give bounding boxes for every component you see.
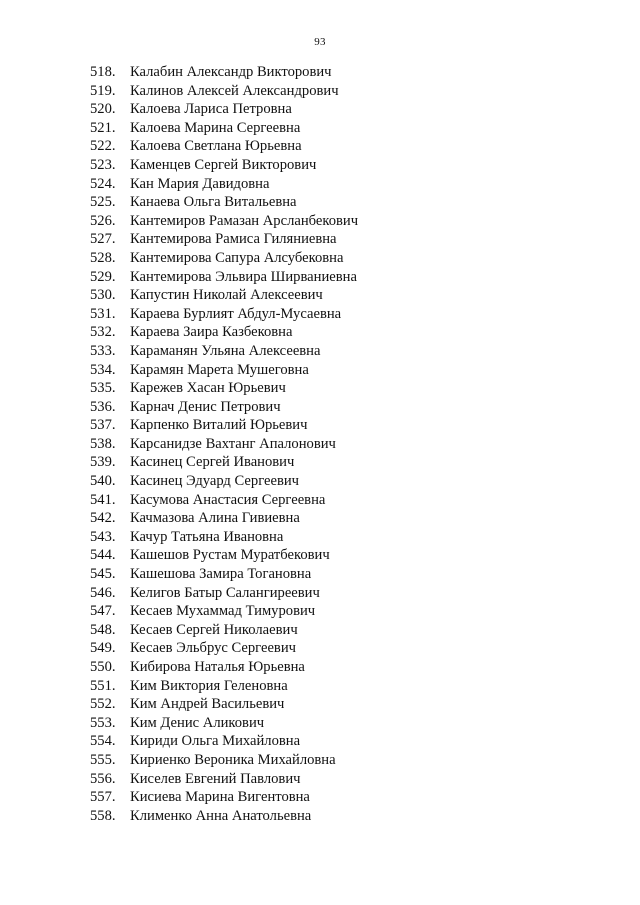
entry-number: 526. xyxy=(90,212,116,229)
entry-number: 535. xyxy=(90,380,116,397)
entry-number: 552. xyxy=(90,696,116,713)
entry-number: 523. xyxy=(90,156,116,173)
list-item xyxy=(0,119,640,138)
entry-number: 521. xyxy=(90,119,116,136)
entry-number: 548. xyxy=(90,621,116,638)
entry-number: 555. xyxy=(90,751,116,768)
entry-number: 558. xyxy=(90,807,116,824)
list-item xyxy=(0,361,640,380)
list-item xyxy=(0,528,640,547)
entry-full-name: Клименко Анна Анатольевна xyxy=(130,807,312,824)
entry-full-name: Карежев Хасан Юрьевич xyxy=(130,380,286,397)
entry-full-name: Карамян Марета Мушеговна xyxy=(130,361,309,378)
entry-number: 533. xyxy=(90,342,116,359)
list-item xyxy=(0,788,640,807)
entry-full-name: Касинец Эдуард Сергеевич xyxy=(130,473,299,490)
list-item xyxy=(0,770,640,789)
list-item xyxy=(0,82,640,101)
entry-full-name: Кесаев Сергей Николаевич xyxy=(130,621,298,638)
entry-number: 522. xyxy=(90,138,116,155)
entry-number: 524. xyxy=(90,175,116,192)
entry-full-name: Кесаев Эльбрус Сергеевич xyxy=(130,640,296,657)
entry-number: 551. xyxy=(90,677,116,694)
list-item xyxy=(0,230,640,249)
entry-full-name: Каменцев Сергей Викторович xyxy=(130,156,317,173)
entry-full-name: Калоева Марина Сергеевна xyxy=(130,119,301,136)
list-item xyxy=(0,602,640,621)
entry-number: 543. xyxy=(90,528,116,545)
list-item xyxy=(0,286,640,305)
entry-number: 534. xyxy=(90,361,116,378)
entry-number: 537. xyxy=(90,417,116,434)
entry-number: 545. xyxy=(90,566,116,583)
entry-number: 550. xyxy=(90,659,116,675)
entry-number: 554. xyxy=(90,733,116,750)
entry-number: 519. xyxy=(90,82,116,99)
entry-full-name: Карпенко Виталий Юрьевич xyxy=(130,417,308,434)
entry-number: 544. xyxy=(90,547,116,564)
list-item xyxy=(0,137,640,156)
entry-full-name: Капустин Николай Алексеевич xyxy=(130,287,323,304)
entry-full-name: Калабин Александр Викторович xyxy=(130,64,332,80)
entry-number: 549. xyxy=(90,640,116,657)
list-item xyxy=(0,621,640,640)
list-item xyxy=(0,491,640,510)
entry-full-name: Карнач Денис Петрович xyxy=(130,398,281,415)
entry-full-name: Кан Мария Давидовна xyxy=(130,175,270,192)
list-item xyxy=(0,212,640,231)
list-item xyxy=(0,156,640,175)
entry-full-name: Ким Денис Аликович xyxy=(130,714,265,731)
entry-number: 531. xyxy=(90,305,116,322)
entry-full-name: Караева Бурлият Абдул-Мусаевна xyxy=(130,305,342,322)
entry-number: 530. xyxy=(90,287,116,304)
page-number: 93 xyxy=(314,36,326,48)
entry-number: 540. xyxy=(90,473,116,490)
entry-full-name: Качур Татьяна Ивановна xyxy=(130,528,284,545)
entry-full-name: Кириенко Вероника Михайловна xyxy=(130,751,336,768)
entry-number: 547. xyxy=(90,603,116,620)
entry-full-name: Калинов Алексей Александрович xyxy=(130,82,339,99)
entry-full-name: Кесаев Мухаммад Тимурович xyxy=(130,603,316,620)
list-item xyxy=(0,714,640,733)
entry-full-name: Кисиева Марина Вигентовна xyxy=(130,789,310,806)
entry-number: 525. xyxy=(90,194,116,211)
list-item xyxy=(0,658,640,677)
entry-full-name: Касумова Анастасия Сергеевна xyxy=(130,491,326,508)
list-item xyxy=(0,546,640,565)
list-item xyxy=(0,472,640,491)
entry-full-name: Канаева Ольга Витальевна xyxy=(130,194,297,211)
entry-full-name: Ким Андрей Васильевич xyxy=(130,696,285,713)
entry-full-name: Касинец Сергей Иванович xyxy=(130,454,295,471)
list-item xyxy=(0,435,640,454)
entry-number: 527. xyxy=(90,231,116,248)
entry-number: 532. xyxy=(90,324,116,341)
entry-number: 520. xyxy=(90,101,116,118)
entry-full-name: Качмазова Алина Гивиевна xyxy=(130,510,300,527)
entry-full-name: Калоева Лариса Петровна xyxy=(130,101,292,118)
entry-number: 553. xyxy=(90,714,116,731)
list-item xyxy=(0,584,640,603)
entry-number: 556. xyxy=(90,770,116,787)
list-item xyxy=(0,323,640,342)
list-item xyxy=(0,416,640,435)
list-item xyxy=(0,509,640,528)
entry-number: 546. xyxy=(90,584,116,601)
name-list xyxy=(0,63,640,825)
list-item xyxy=(0,565,640,584)
list-item xyxy=(0,268,640,287)
list-item xyxy=(0,751,640,770)
entry-number: 538. xyxy=(90,435,116,452)
entry-full-name: Кантемирова Сапура Алсубековна xyxy=(130,249,344,266)
entry-full-name: Кантемиров Рамазан Арсланбекович xyxy=(130,212,359,229)
list-item xyxy=(0,639,640,658)
list-item xyxy=(0,249,640,268)
entry-full-name: Кантемирова Эльвира Ширваниевна xyxy=(130,268,357,285)
list-item xyxy=(0,379,640,398)
entry-full-name: Келигов Батыр Салангиреевич xyxy=(130,584,320,601)
entry-number: 541. xyxy=(90,491,116,508)
list-item xyxy=(0,63,640,82)
entry-number: 539. xyxy=(90,454,116,471)
entry-number: 536. xyxy=(90,398,116,415)
entry-full-name: Кантемирова Рамиса Гиляниевна xyxy=(130,231,337,248)
list-item xyxy=(0,807,640,826)
entry-full-name: Калоева Светлана Юрьевна xyxy=(130,138,302,155)
entry-number: 518. xyxy=(90,64,116,80)
entry-full-name: Киселев Евгений Павлович xyxy=(130,770,301,787)
entry-full-name: Караева Заира Казбековна xyxy=(130,324,293,341)
entry-full-name: Караманян Ульяна Алексеевна xyxy=(130,342,321,359)
list-item xyxy=(0,732,640,751)
list-item xyxy=(0,193,640,212)
list-item xyxy=(0,100,640,119)
entry-full-name: Карсанидзе Вахтанг Апалонович xyxy=(130,435,336,452)
entry-number: 542. xyxy=(90,510,116,527)
list-item xyxy=(0,175,640,194)
entry-full-name: Кириди Ольга Михайловна xyxy=(130,733,301,750)
list-item xyxy=(0,453,640,472)
list-item xyxy=(0,398,640,417)
entry-full-name: Кибирова Наталья Юрьевна xyxy=(130,659,305,675)
list-item xyxy=(0,677,640,696)
list-item xyxy=(0,305,640,324)
entry-number: 557. xyxy=(90,789,116,806)
entry-number: 528. xyxy=(90,249,116,266)
list-item xyxy=(0,695,640,714)
entry-number: 529. xyxy=(90,268,116,285)
list-item xyxy=(0,342,640,361)
entry-full-name: Кашешова Замира Тогановна xyxy=(130,566,312,583)
entry-full-name: Ким Виктория Геленовна xyxy=(130,677,288,694)
entry-full-name: Кашешов Рустам Муратбекович xyxy=(130,547,330,564)
